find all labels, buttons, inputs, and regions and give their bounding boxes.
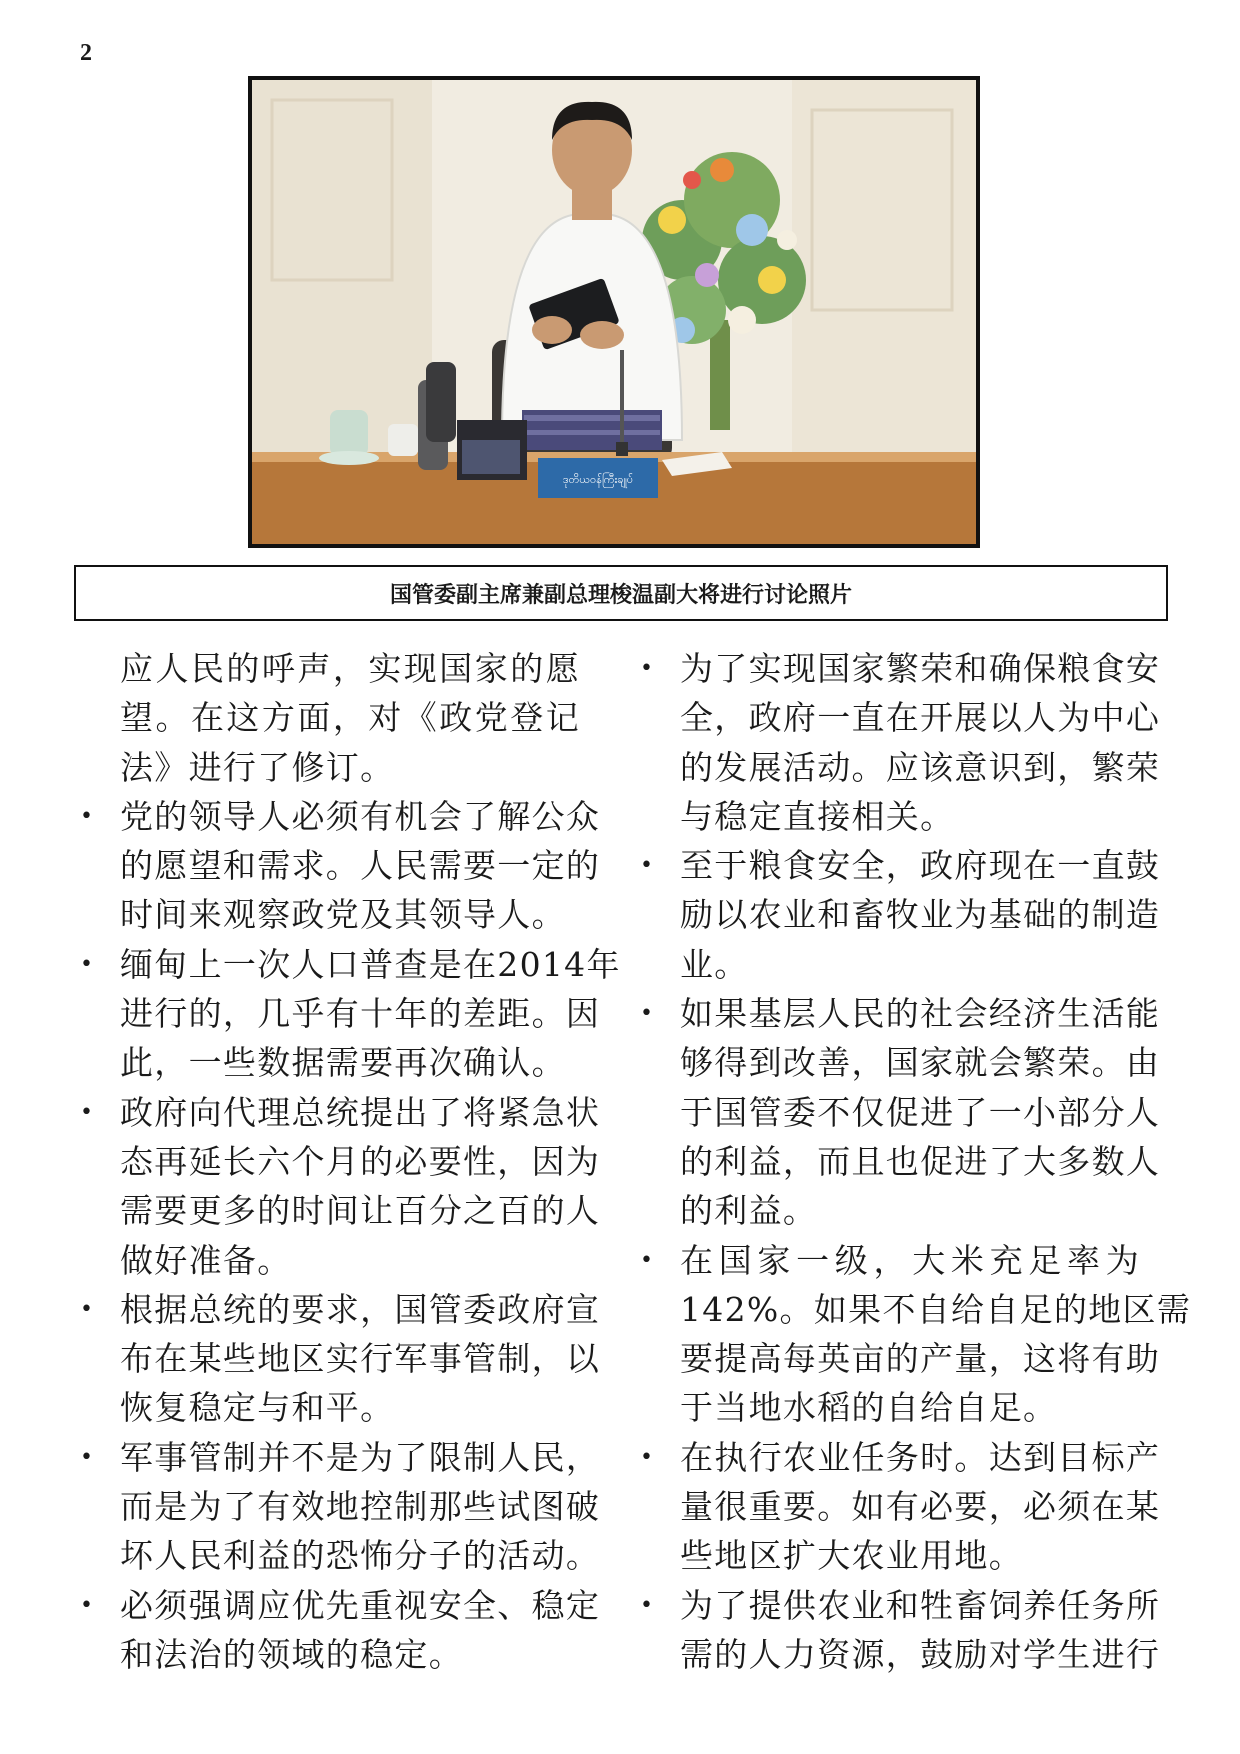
text-line: 布在某些地区实行军事管制，以 (120, 1339, 601, 1379)
continued-paragraph (80, 644, 580, 792)
text-line: 需的人力资源，鼓励对学生进行 (680, 1634, 1161, 1674)
text-line: 全，政府一直在开展以人为中心 (680, 698, 1161, 738)
bullet-paragraph (640, 989, 1161, 1235)
news-photo (248, 76, 980, 548)
text-line: • 在执行农业任务时。达到目标产 (680, 1437, 1161, 1477)
right-text-column (640, 644, 1192, 1679)
text-line: 够得到改善，国家就会繁荣。由 (680, 1043, 1161, 1083)
bullet-paragraph (640, 841, 1161, 989)
bullet-paragraph (80, 1581, 601, 1680)
photo-caption: 国管委副主席兼副总理梭温副大将进行讨论照片 (74, 565, 1168, 621)
text-line: 量很重要。如有必要，必须在某 (680, 1487, 1161, 1527)
page-number: 2 (80, 40, 92, 66)
text-line: • 如果基层人民的社会经济生活能 (680, 994, 1161, 1034)
text-line: 的发展活动。应该意识到，繁荣 (680, 747, 1161, 787)
text-line: 励以农业和畜牧业为基础的制造 (680, 895, 1161, 935)
text-line: • 缅甸上一次人口普查是在2014年 (120, 944, 621, 984)
text-line: 要提高每英亩的产量，这将有助 (680, 1339, 1161, 1379)
bullet-paragraph (80, 1433, 601, 1581)
text-line: 应人民的呼声，实现国家的愿 (120, 649, 580, 688)
bullet-paragraph (640, 1581, 1161, 1680)
bullet-paragraph (80, 792, 601, 940)
text-line: • 党的领导人必须有机会了解公众 (120, 796, 601, 836)
text-line: 142%。如果不自给自足的地区需 (680, 1289, 1192, 1329)
text-line: 的利益。 (680, 1191, 818, 1231)
text-line: 业。 (680, 944, 749, 984)
text-line: 而是为了有效地控制那些试图破 (120, 1487, 601, 1527)
text-line: • 必须强调应优先重视安全、稳定 (120, 1585, 601, 1625)
text-line: 于当地水稻的自给自足。 (680, 1388, 1058, 1428)
text-line: 的利益，而且也促进了大多数人 (680, 1141, 1161, 1181)
text-line: 望。在这方面，对《政党登记 (120, 698, 580, 738)
text-line: 与稳定直接相关。 (680, 796, 955, 836)
text-line: 恢复稳定与和平。 (120, 1388, 395, 1428)
text-line: 此，一些数据需要再次确认。 (120, 1043, 566, 1083)
photo-illustration (252, 80, 976, 544)
text-line: • 军事管制并不是为了限制人民， (120, 1437, 601, 1477)
bullet-paragraph (640, 1433, 1161, 1581)
text-line: • 在国家一级，大米充足率为 (680, 1240, 1140, 1280)
text-line: • 为了提供农业和牲畜饲养任务所 (680, 1585, 1161, 1625)
bullet-paragraph (80, 940, 621, 1088)
nameplate-text: ဒုတိယဝန်ကြီးချုပ် (562, 473, 634, 486)
text-line: 法》进行了修订。 (120, 747, 395, 787)
text-line: 和法治的领域的稳定。 (120, 1634, 463, 1674)
text-line: 坏人民利益的恐怖分子的活动。 (120, 1536, 601, 1576)
text-line: 的愿望和需求。人民需要一定的 (120, 846, 601, 886)
text-line: 态再延长六个月的必要性，因为 (120, 1141, 601, 1181)
text-line: • 为了实现国家繁荣和确保粮食安 (680, 649, 1161, 688)
bullet-paragraph (80, 1285, 601, 1433)
bullet-paragraph (640, 1236, 1192, 1433)
text-line: 时间来观察政党及其领导人。 (120, 895, 566, 935)
text-line: • 根据总统的要求，国管委政府宣 (120, 1289, 601, 1329)
text-line: 些地区扩大农业用地。 (680, 1536, 1023, 1576)
text-line: 做好准备。 (120, 1240, 292, 1280)
text-line: • 至于粮食安全，政府现在一直鼓 (680, 846, 1161, 886)
text-line: • 政府向代理总统提出了将紧急状 (120, 1092, 601, 1132)
bullet-paragraph (640, 644, 1161, 841)
bullet-paragraph (80, 1088, 601, 1285)
text-line: 进行的，几乎有十年的差距。因 (120, 994, 601, 1034)
text-line: 需要更多的时间让百分之百的人 (120, 1191, 601, 1231)
text-line: 于国管委不仅促进了一小部分人 (680, 1092, 1161, 1132)
left-text-column (80, 644, 621, 1679)
